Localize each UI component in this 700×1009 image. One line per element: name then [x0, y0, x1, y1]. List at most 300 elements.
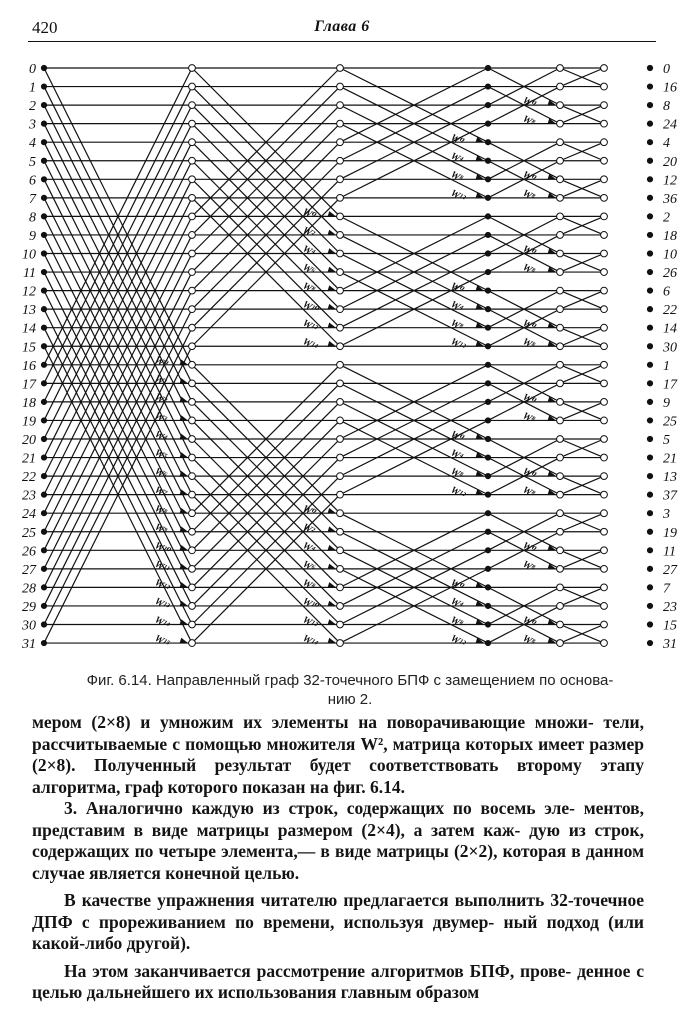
graph-node-open: [189, 417, 196, 424]
graph-node: [41, 399, 46, 404]
input-index-label: 26: [22, 544, 36, 560]
twiddle-weight: W⁰: [448, 577, 466, 594]
graph-node-open: [337, 454, 344, 461]
input-index-label: 14: [22, 321, 36, 337]
twiddle-weight: W⁸: [520, 484, 537, 501]
graph-node: [647, 269, 652, 274]
twiddle-weight: W¹⁴: [300, 336, 320, 354]
input-index-label: 30: [22, 618, 36, 634]
page-number: 420: [32, 18, 58, 37]
graph-node-open: [189, 306, 196, 313]
graph-node: [485, 436, 490, 441]
graph-node-open: [601, 473, 608, 480]
graph-node-open: [189, 269, 196, 276]
twiddle-weight: W¹²: [152, 577, 171, 595]
graph-node-open: [601, 306, 608, 313]
input-index-label: 11: [23, 266, 36, 282]
graph-node-open: [337, 603, 344, 610]
twiddle-weight: W⁴: [300, 243, 317, 259]
output-index-label: 8: [663, 99, 670, 115]
twiddle-weight: W⁶: [300, 558, 317, 575]
paragraph-2: 3. Аналогично каждую из строк, содержащих по восемь эле- ментов, представим в виде матрицы размером (2×4), а затем каж- дую из строк, содержащих по четыре элемента,— в виде матрицы (2×2), которая в данном случае является конечной целью.: [32, 798, 645, 883]
graph-node: [485, 158, 490, 163]
input-index-label: 22: [22, 470, 36, 486]
graph-node: [647, 529, 652, 534]
graph-node: [647, 158, 652, 163]
graph-node: [647, 177, 652, 182]
graph-node-open: [189, 603, 196, 610]
twiddle-weight: W¹²: [448, 187, 467, 205]
graph-node-open: [601, 157, 608, 164]
graph-node-open: [601, 621, 608, 628]
graph-node-open: [557, 603, 564, 610]
graph-node: [41, 251, 46, 256]
output-index-label: 5: [663, 433, 670, 448]
graph-node: [647, 251, 652, 256]
output-index-label: 10: [663, 247, 677, 263]
graph-node-open: [601, 65, 608, 72]
graph-node-open: [337, 510, 344, 517]
twiddle-arrow: [327, 285, 336, 291]
graph-node-open: [189, 380, 196, 387]
graph-node: [647, 566, 652, 571]
twiddle-weight: W⁰: [300, 503, 318, 520]
graph-node: [41, 603, 46, 608]
graph-node: [41, 65, 46, 70]
input-index-label: 13: [22, 303, 36, 319]
graph-node-open: [337, 380, 344, 387]
graph-node: [647, 455, 652, 460]
graph-node-open: [601, 250, 608, 257]
graph-node: [485, 288, 490, 293]
graph-node-open: [337, 269, 344, 276]
twiddle-weight: W⁶: [300, 261, 317, 278]
twiddle-weight: W¹²: [448, 632, 467, 650]
chapter-title: Глава 6: [314, 18, 370, 35]
graph-node: [485, 474, 490, 479]
graph-node: [41, 288, 46, 293]
graph-node: [647, 121, 652, 126]
twiddle-weight: W⁰: [520, 169, 538, 186]
graph-node: [41, 232, 46, 237]
graph-node-open: [189, 324, 196, 331]
twiddle-weight: W⁴: [448, 150, 465, 167]
twiddle-weight: W³: [152, 410, 169, 426]
twiddle-weight: W⁹: [152, 521, 169, 538]
graph-node: [647, 84, 652, 89]
graph-node: [485, 140, 490, 145]
graph-node: [485, 529, 490, 534]
output-index-label: 4: [663, 136, 670, 152]
graph-node: [647, 622, 652, 627]
output-index-label: 36: [663, 191, 677, 207]
graph-node-open: [337, 324, 344, 331]
figure-caption: [40, 671, 660, 709]
twiddle-weight: W⁰: [520, 391, 538, 408]
caption-line: нию 2.: [327, 691, 373, 708]
graph-node-open: [601, 454, 608, 461]
graph-node: [647, 307, 652, 312]
graph-node-open: [189, 157, 196, 164]
twiddle-weight: W⁰: [448, 428, 466, 445]
header-rule: [28, 41, 656, 42]
graph-node: [485, 418, 490, 423]
graph-node-open: [601, 102, 608, 109]
output-index-label: 20: [663, 154, 677, 170]
graph-node-open: [557, 528, 564, 535]
graph-node-open: [189, 176, 196, 183]
input-index-label: 15: [22, 340, 36, 356]
graph-node-open: [601, 399, 608, 406]
twiddle-arrow: [327, 248, 336, 254]
graph-node: [41, 195, 46, 200]
graph-node-open: [557, 83, 564, 90]
graph-node: [41, 566, 46, 571]
twiddle-weight: W¹²: [300, 317, 319, 335]
graph-node: [485, 381, 490, 386]
graph-node-open: [189, 194, 196, 201]
graph-node-open: [337, 306, 344, 313]
graph-node: [41, 640, 46, 645]
graph-node-open: [601, 528, 608, 535]
twiddle-weight: W⁰: [520, 317, 538, 334]
graph-node: [41, 307, 46, 312]
graph-node-open: [557, 436, 564, 443]
graph-node: [485, 492, 490, 497]
graph-node: [485, 103, 490, 108]
output-index-label: 23: [663, 599, 677, 615]
output-index-label: 30: [663, 340, 677, 356]
twiddle-weight: W⁵: [152, 447, 169, 464]
twiddle-weight: W⁸: [520, 113, 537, 130]
output-index-label: 21: [663, 451, 677, 467]
graph-node-open: [189, 250, 196, 257]
graph-node: [647, 140, 652, 145]
graph-node: [647, 214, 652, 219]
twiddle-weight: W⁴: [448, 299, 465, 315]
twiddle-weight: W⁰: [520, 466, 538, 482]
graph-node: [41, 344, 46, 349]
twiddle-weight: W⁸: [448, 317, 465, 334]
graph-node: [647, 436, 652, 441]
input-index-label: 9: [29, 228, 36, 244]
output-index-label: 26: [663, 266, 677, 282]
graph-node: [647, 232, 652, 237]
graph-node: [485, 84, 490, 89]
graph-node: [41, 158, 46, 163]
input-index-label: 27: [22, 562, 36, 578]
graph-node-open: [601, 139, 608, 146]
graph-node: [647, 381, 652, 386]
twiddle-weight: W⁰: [520, 614, 538, 631]
output-index-label: 22: [663, 303, 677, 319]
graph-node-open: [557, 232, 564, 239]
graph-node-open: [601, 343, 608, 350]
graph-node: [647, 362, 652, 367]
graph-node-open: [189, 361, 196, 368]
output-index-label: 2: [663, 210, 670, 226]
graph-node-open: [337, 102, 344, 109]
twiddle-weight: W⁰: [448, 132, 466, 149]
body-text: [32, 712, 644, 1004]
output-index-label: 6: [663, 284, 670, 300]
graph-node-open: [557, 213, 564, 220]
twiddle-arrow: [327, 638, 336, 644]
twiddle-weight: W⁰: [300, 206, 318, 223]
twiddle-arrow: [327, 527, 336, 533]
input-index-label: 3: [29, 117, 36, 133]
graph-node-open: [601, 269, 608, 276]
input-index-label: 6: [29, 173, 36, 189]
graph-node: [41, 177, 46, 182]
caption-line: Фиг. 6.14. Направленный граф 32-точечного БПФ с замещением по основа-: [86, 672, 614, 689]
graph-node-open: [337, 157, 344, 164]
graph-node-open: [337, 361, 344, 368]
graph-node: [647, 511, 652, 516]
graph-node: [41, 492, 46, 497]
output-index-label: 7: [663, 581, 670, 597]
twiddle-weight: W⁰: [520, 243, 538, 260]
graph-node: [41, 511, 46, 516]
graph-node: [647, 640, 652, 645]
input-index-label: 20: [22, 433, 36, 448]
input-index-label: 7: [29, 191, 36, 207]
graph-node-open: [601, 584, 608, 591]
graph-node-open: [557, 621, 564, 628]
input-index-label: 24: [22, 507, 36, 523]
twiddle-weight: W¹³: [152, 595, 171, 613]
graph-node-open: [337, 139, 344, 146]
graph-node-open: [337, 194, 344, 201]
graph-node-open: [601, 436, 608, 443]
graph-node: [485, 325, 490, 330]
graph-node-open: [189, 621, 196, 628]
output-index-label: 1: [663, 358, 670, 374]
graph-node-open: [337, 65, 344, 72]
twiddle-arrow: [327, 230, 336, 236]
graph-node-open: [189, 510, 196, 517]
graph-node: [41, 269, 46, 274]
twiddle-arrow: [327, 564, 336, 570]
graph-node: [41, 325, 46, 330]
graph-node-open: [337, 232, 344, 239]
output-index-label: 27: [663, 562, 677, 578]
twiddle-weight: W¹¹: [152, 558, 171, 576]
graph-node: [647, 344, 652, 349]
graph-node: [647, 492, 652, 497]
twiddle-weight: W¹²: [300, 614, 319, 632]
output-index-label: 24: [663, 117, 677, 133]
graph-node-open: [557, 565, 564, 572]
graph-node: [41, 474, 46, 479]
graph-node: [485, 65, 490, 70]
twiddle-weight: W⁸: [448, 614, 465, 630]
twiddle-weight: W⁰: [520, 540, 538, 557]
graph-node-open: [557, 361, 564, 368]
graph-node-open: [337, 621, 344, 628]
graph-node-open: [557, 306, 564, 313]
graph-node: [41, 362, 46, 367]
twiddle-arrow: [327, 601, 336, 607]
graph-node: [647, 418, 652, 423]
graph-node-open: [601, 547, 608, 554]
graph-node-open: [189, 213, 196, 220]
twiddle-weight: W⁴: [300, 540, 317, 556]
twiddle-weight: W¹⁰: [300, 595, 321, 614]
graph-node-open: [557, 176, 564, 183]
paragraph-3: В качестве упражнения читателю предлагается выполнить 32-точечное ДПФ с прореживанием по времени, используя двумер- ный подход (или какой-либо другой).: [32, 890, 644, 953]
graph-node-open: [189, 584, 196, 591]
input-index-label: 28: [22, 581, 36, 597]
graph-node-open: [189, 640, 196, 647]
graph-node: [485, 344, 490, 349]
graph-node-open: [601, 232, 608, 239]
graph-node: [485, 177, 490, 182]
graph-node: [485, 455, 490, 460]
twiddle-weight: W⁸: [448, 169, 465, 185]
output-index-label: 12: [663, 173, 677, 189]
output-index-label: 18: [663, 228, 677, 244]
twiddle-weight: W⁸: [520, 632, 537, 649]
twiddle-weight: W⁸: [520, 336, 537, 352]
twiddle-weight: W¹²: [448, 484, 467, 502]
twiddle-weight: W⁸: [300, 577, 317, 593]
graph-node: [485, 121, 490, 126]
graph-node-open: [189, 473, 196, 480]
graph-node-open: [337, 120, 344, 127]
output-index-label: 17: [663, 377, 677, 393]
twiddle-arrow: [327, 619, 336, 625]
twiddle-arrow: [327, 341, 336, 347]
graph-node-open: [337, 399, 344, 406]
graph-node-open: [337, 83, 344, 90]
graph-node-open: [189, 436, 196, 443]
graph-node: [485, 195, 490, 200]
twiddle-weight: W⁸: [520, 187, 537, 204]
graph-node: [485, 399, 490, 404]
graph-node: [485, 622, 490, 627]
twiddle-weight: W⁷: [152, 484, 169, 501]
graph-node-open: [337, 565, 344, 572]
twiddle-weight: W⁰: [448, 280, 466, 297]
graph-node: [485, 603, 490, 608]
graph-node: [647, 325, 652, 330]
graph-node-open: [557, 491, 564, 498]
graph-node-open: [337, 436, 344, 443]
graph-node: [647, 103, 652, 108]
twiddle-arrow: [327, 582, 336, 588]
graph-node-open: [601, 194, 608, 201]
graph-node-open: [557, 194, 564, 201]
graph-node: [485, 214, 490, 219]
graph-node-open: [601, 324, 608, 331]
graph-node-open: [189, 343, 196, 350]
graph-node-open: [189, 83, 196, 90]
input-index-label: 31: [22, 637, 36, 653]
graph-node-open: [337, 343, 344, 350]
output-index-label: 11: [663, 544, 676, 560]
graph-node-open: [557, 510, 564, 517]
twiddle-weight: W⁸: [520, 558, 537, 575]
twiddle-arrow: [327, 211, 336, 217]
graph-node-open: [337, 213, 344, 220]
graph-node: [485, 232, 490, 237]
output-index-label: 0: [663, 62, 670, 77]
input-index-label: 23: [22, 488, 36, 504]
graph-node-open: [557, 547, 564, 554]
twiddle-weight: W²: [152, 391, 169, 408]
twiddle-weight: W¹⁴: [152, 614, 172, 632]
output-index-label: 9: [663, 395, 670, 411]
input-index-label: 16: [22, 358, 36, 374]
graph-node-open: [189, 528, 196, 535]
graph-node-open: [189, 65, 196, 72]
graph-node: [41, 140, 46, 145]
output-index-label: 19: [663, 525, 677, 541]
graph-node-open: [337, 528, 344, 535]
graph-node-open: [601, 510, 608, 517]
graph-node-open: [601, 287, 608, 294]
twiddle-arrow: [327, 545, 336, 551]
graph-node-open: [601, 361, 608, 368]
twiddle-weight: W⁸: [520, 410, 537, 426]
graph-node-open: [337, 491, 344, 498]
output-index-label: 15: [663, 618, 677, 634]
graph-node-open: [337, 584, 344, 591]
graph-node-open: [189, 454, 196, 461]
graph-node-open: [601, 83, 608, 90]
graph-node-open: [557, 269, 564, 276]
graph-node: [485, 585, 490, 590]
graph-node-open: [601, 176, 608, 183]
twiddle-weight: W²: [300, 224, 317, 241]
graph-node: [41, 585, 46, 590]
twiddle-weight: W¹⁰: [300, 299, 321, 317]
graph-node-open: [557, 640, 564, 647]
graph-node: [485, 548, 490, 553]
twiddle-arrow: [327, 304, 336, 310]
fft-signal-flow-graph: [0, 52, 700, 664]
graph-node: [485, 251, 490, 256]
graph-node-open: [557, 157, 564, 164]
graph-nodes: [41, 65, 652, 647]
graph-node: [647, 585, 652, 590]
graph-node-open: [337, 640, 344, 647]
graph-node-open: [557, 120, 564, 127]
twiddle-weight: W⁰: [152, 354, 170, 371]
graph-node-open: [601, 213, 608, 220]
input-index-label: 10: [22, 247, 36, 263]
input-index-label: 8: [29, 210, 36, 226]
input-index-label: 2: [29, 99, 36, 115]
graph-node: [647, 65, 652, 70]
twiddle-arrow: [327, 267, 336, 273]
paragraph-4: На этом заканчивается рассмотрение алгоритмов БПФ, прове- денное с целью дальнейшего их использования главным образом: [32, 960, 645, 1002]
graph-node: [485, 307, 490, 312]
graph-node: [485, 269, 490, 274]
graph-node: [41, 121, 46, 126]
graph-node-open: [557, 399, 564, 406]
input-index-label: 1: [29, 80, 36, 96]
output-index-label: 25: [663, 414, 677, 430]
graph-node-open: [557, 65, 564, 72]
graph-node-open: [601, 417, 608, 424]
input-index-label: 4: [29, 136, 36, 152]
graph-node: [647, 603, 652, 608]
graph-node: [41, 418, 46, 423]
input-index-label: 0: [29, 62, 36, 77]
graph-node-open: [189, 102, 196, 109]
